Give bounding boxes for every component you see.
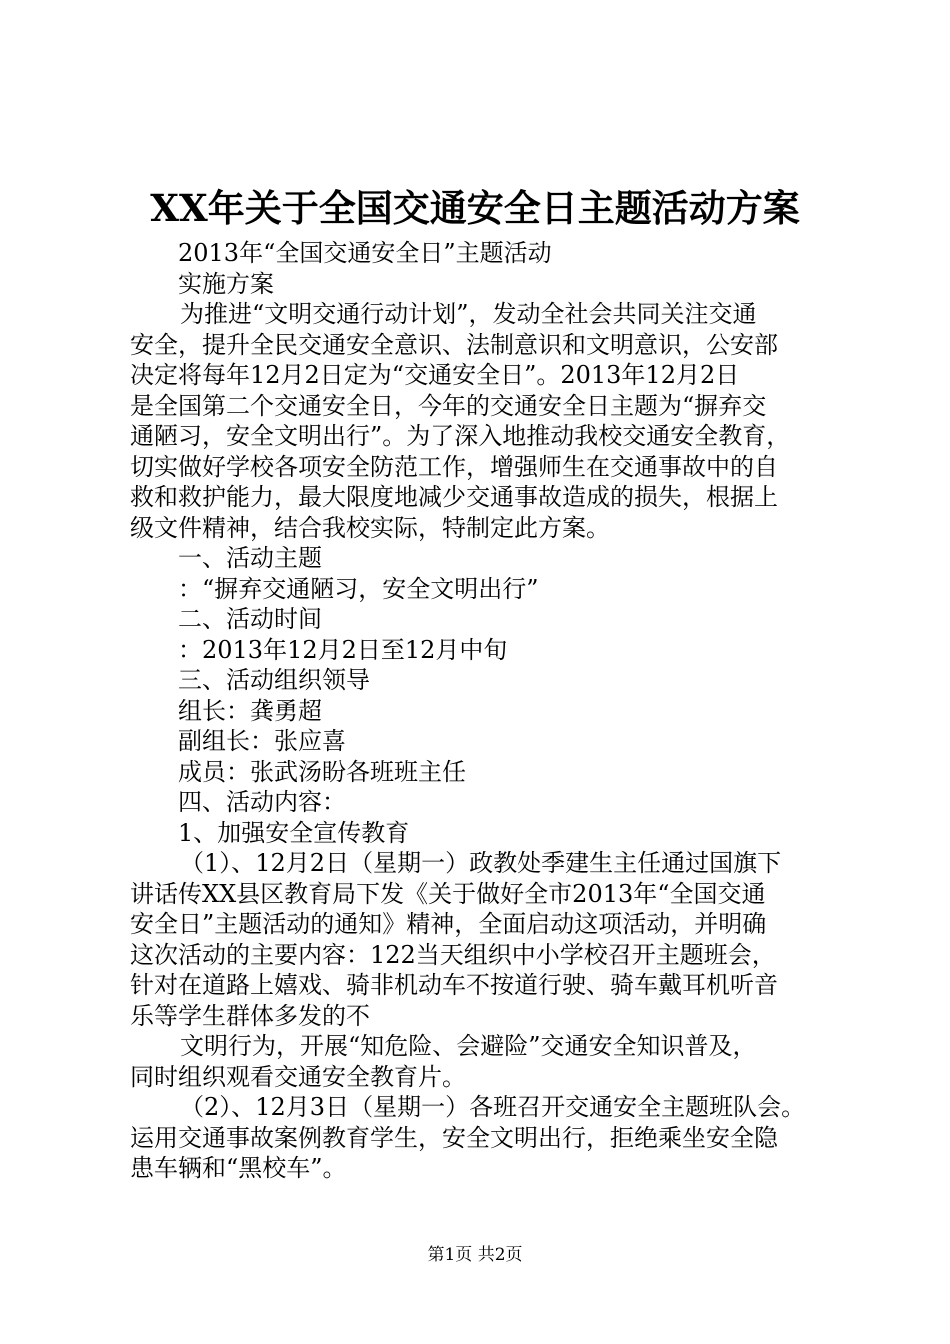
body-line: 乐等学生群体多发的不 xyxy=(130,1001,370,1030)
page-footer: 第1页 共2页 xyxy=(427,1245,523,1265)
body-line: 安全日”主题活动的通知》精神，全面启动这项活动，并明确 xyxy=(130,910,767,938)
body-line: 患车辆和“黑校车”。 xyxy=(130,1154,347,1182)
body-line: 讲话传XX县区教育局下发《关于做好全市2013年“全国交通 xyxy=(130,879,766,908)
body-line: 副组长：张应喜 xyxy=(178,727,346,755)
body-line: 成员：张武汤盼各班班主任 xyxy=(178,757,466,786)
body-line: 切实做好学校各项安全防范工作，增强师生在交通事故中的自 xyxy=(130,452,778,481)
body-line: 针对在道路上嬉戏、骑非机动车不按道行驶、骑车戴耳机听音 xyxy=(130,971,778,999)
body-line: 救和救护能力，最大限度地减少交通事故造成的损失，根据上 xyxy=(130,483,778,511)
body-line: 四、活动内容： xyxy=(178,788,346,816)
body-line: 一、活动主题 xyxy=(178,544,322,572)
body-line: 同时组织观看交通安全教育片。 xyxy=(130,1062,466,1091)
body-line: （2）、12月3日（星期一）各班召开交通安全主题班队会。 xyxy=(180,1093,806,1121)
body-line: 2013年“全国交通安全日”主题活动 xyxy=(178,239,552,267)
body-line: 决定将每年12月2日定为“交通安全日”。2013年12月2日 xyxy=(130,361,740,389)
body-line: 运用交通事故案例教育学生，安全文明出行，拒绝乘坐安全隐 xyxy=(130,1123,778,1152)
body-line: 组长：龚勇超 xyxy=(178,696,322,725)
body-line: 1、加强安全宣传教育 xyxy=(178,818,410,847)
document-body xyxy=(130,238,830,1184)
body-line: 二、活动时间 xyxy=(178,605,322,633)
body-line: （1）、12月2日（星期一）政教处季建生主任通过国旗下 xyxy=(180,849,782,877)
body-line: ：“摒弃交通陋习，安全文明出行” xyxy=(178,574,539,603)
body-line: 安全，提升全民交通安全意识、法制意识和文明意识，公安部 xyxy=(130,330,778,359)
body-line: 三、活动组织领导 xyxy=(178,666,370,694)
body-line: 通陋习，安全文明出行”。为了深入地推动我校交通安全教育， xyxy=(130,422,791,450)
body-line: 是全国第二个交通安全日，今年的交通安全日主题为“摒弃交 xyxy=(130,391,767,420)
body-line: 这次活动的主要内容：122当天组织中小学校召开主题班会， xyxy=(130,940,776,969)
body-line: 文明行为，开展“知危险、会避险”交通安全知识普及， xyxy=(180,1032,757,1060)
body-line: 实施方案 xyxy=(178,269,274,298)
body-line: 级文件精神，结合我校实际，特制定此方案。 xyxy=(130,513,610,542)
document-title: XX年关于全国交通安全日主题活动方案 xyxy=(150,186,800,230)
body-line: ：2013年12月2日至12月中旬 xyxy=(178,635,508,664)
body-line: 为推进“文明交通行动计划”，发动全社会共同关注交通 xyxy=(180,300,757,328)
